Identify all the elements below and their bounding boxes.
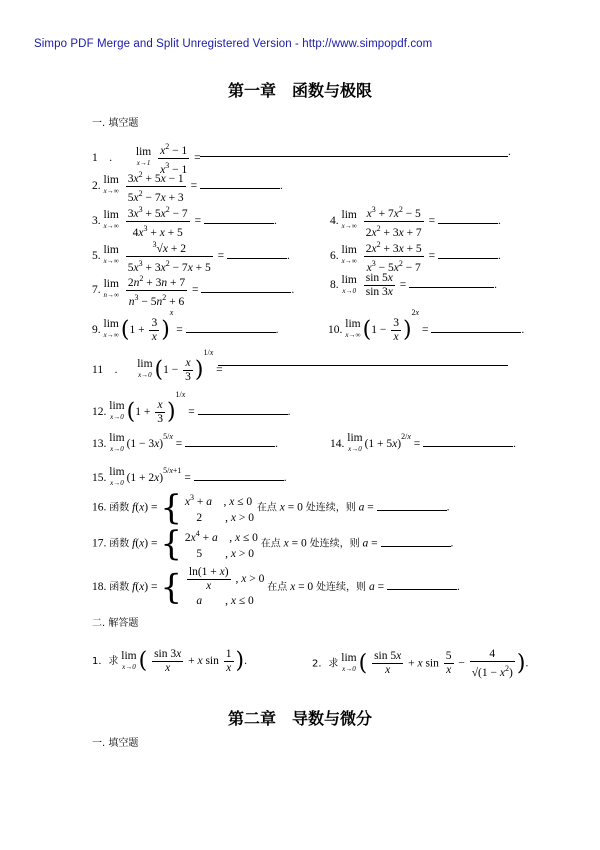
answer-blank-4[interactable] — [438, 222, 498, 224]
problem-15-number: 15. — [92, 472, 107, 484]
problem-8: 8. lim x→0 $\frac{\sin 5x}{\sin 3x}$ = . — [330, 272, 497, 298]
label-cond2-16: 处连续，则 — [305, 502, 356, 514]
answer-blank-10[interactable] — [431, 331, 521, 333]
problem-5-number: 5. — [92, 249, 101, 262]
problem-7: 7. lim n→∞ $\frac{2n^2 + 3n + 7}{n^3 - 5n^2 + 6}$ = . — [92, 274, 295, 308]
problem-1-number: 1 . — [92, 151, 113, 164]
answer-blank-9[interactable] — [186, 331, 276, 333]
problem-17: 17. 函数 f(x) = { $2x^4 + a$ , x ≤ 0 5 , x > 0 在点 x = 0 处连续，则 a = . — [92, 523, 454, 564]
question-1-number: 1．求 — [92, 656, 119, 668]
answer-blank-5[interactable] — [227, 257, 287, 259]
question-1: 1．求 lim x→0 ( $\frac{\sin 3x}{x}$ + x sin $\frac{1}{x}$ ). — [92, 648, 247, 674]
label-cond-17: 在点 — [260, 538, 281, 550]
problem-18-number: 18. — [92, 581, 107, 594]
answer-line-1[interactable] — [200, 156, 508, 157]
problem-9-number: 9. — [92, 324, 101, 336]
problem-5: 5. lim x→∞ $\frac{^3√x + 2}{5x^3 + 3x^2 - 7x + 5}$ = . — [92, 240, 290, 274]
label-cond2-17: 处连续，则 — [309, 538, 360, 550]
answer-blank-7[interactable] — [201, 291, 291, 293]
label-cond-18: 在点 — [267, 582, 288, 594]
answer-line-11[interactable] — [218, 365, 508, 366]
problem-16-number: 16. — [92, 501, 107, 514]
problem-11-number: 11 . — [92, 364, 118, 376]
problem-6-number: 6. — [330, 249, 339, 262]
chapter2-title: 第二章 导数与微分 — [227, 709, 372, 728]
problem-6: 6. lim x→∞ $\frac{2x^2 + 3x + 5}{x^3 - 5x^2 - 7}$ = . — [330, 240, 501, 274]
problem-10-number: 10. — [328, 324, 343, 336]
problem-14: 14. lim x→0 $(1 + 5x)^{2/x}$ = . — [330, 432, 517, 454]
problem-15: 15. lim x→0 $(1 + 2x)^{5/x+1}$ = . — [92, 466, 287, 488]
answer-blank-17[interactable] — [381, 545, 451, 547]
problem-13: 13. lim x→0 $(1 - 3x)^{5/x}$ = . — [92, 432, 279, 454]
problem-3: 3. lim x→∞ $\frac{3x^3 + 5x^2 - 7}{4x^3 + x + 5}$ = . — [92, 205, 277, 239]
problem-8-number: 8. — [330, 279, 339, 292]
answer-blank-12[interactable] — [198, 413, 288, 415]
problem-4-number: 4. — [330, 214, 339, 227]
problem-4: 4. lim x→∞ $\frac{x^3 + 7x^2 - 5}{2x^2 + 3x + 7}$ = . — [330, 205, 501, 239]
problem-11: 11 . lim x→0 (1 − $\frac{x}{3}$ )$^{1/x}$ = — [92, 348, 223, 383]
answer-blank-13[interactable] — [185, 445, 275, 447]
answer-blank-2[interactable] — [200, 187, 280, 189]
problem-9: 9. lim x→∞ (1 + $\frac{3}{x}$ )$^x$ = . — [92, 308, 279, 343]
problem-16: 16. 函数 f(x) = { $x^3 + a$ , x ≤ 0 2 , x > 0 在点 x = 0 处连续，则 a = . — [92, 487, 450, 528]
chapter1-title: 第一章 函数与极限 — [227, 81, 372, 100]
chapter1-section-fill: 一. 填空题 — [92, 118, 139, 129]
answer-blank-18[interactable] — [387, 588, 457, 590]
question-2: 2．求 lim x→0 ( $\frac{\sin 5x}{x}$ + x sin $\frac{5}{x}$ − $\frac{4}{√(1 - x^2)}$ ). — [312, 648, 529, 679]
question-2-number: 2．求 — [312, 658, 339, 670]
answer-blank-16[interactable] — [377, 509, 447, 511]
chapter1-section-answer: 二. 解答题 — [92, 618, 139, 629]
label-hanshu-18: 函数 — [109, 582, 130, 594]
label-cond-16: 在点 — [256, 502, 277, 514]
problem-2: 2. lim x→∞ $\frac{3x^2 + 5x - 1}{5x^2 - 7x + 3}$ = . — [92, 170, 283, 204]
answer-blank-8[interactable] — [409, 286, 494, 288]
label-cond2-18: 处连续，则 — [316, 582, 367, 594]
answer-blank-14[interactable] — [423, 445, 513, 447]
problem-17-number: 17. — [92, 537, 107, 550]
watermark-banner: Simpo PDF Merge and Split Unregistered Version - http://www.simpopdf.com — [34, 38, 433, 50]
problem-18: 18. 函数 f(x) = { $\frac{\ln(1 + x)}{x}$ , x > 0 a , x ≤ 0 在点 x = 0 处连续，则 a = . — [92, 566, 460, 608]
problem-7-number: 7. — [92, 283, 101, 296]
label-hanshu-17: 函数 — [109, 538, 130, 550]
problem-12-number: 12. — [92, 406, 107, 418]
problem-10: 10. lim x→∞ (1 − $\frac{3}{x}$ )$^{2x}$ = . — [328, 308, 525, 343]
problem-13-number: 13. — [92, 438, 107, 450]
problem-14-number: 14. — [330, 438, 345, 450]
answer-blank-15[interactable] — [194, 479, 284, 481]
problem-1: 1 . lim x→1 $\frac{x^2 - 1}{x^3 - 1}$ = — [92, 142, 201, 176]
chapter2-section-fill: 一. 填空题 — [92, 738, 139, 749]
problem-3-number: 3. — [92, 214, 101, 227]
answer-blank-6[interactable] — [438, 257, 498, 259]
dot-1: . — [508, 146, 511, 158]
problem-12: 12. lim x→0 (1 + $\frac{x}{3}$ )$^{1/x}$ = . — [92, 390, 291, 425]
label-hanshu-16: 函数 — [109, 502, 130, 514]
answer-blank-3[interactable] — [204, 222, 274, 224]
problem-2-number: 2. — [92, 179, 101, 192]
